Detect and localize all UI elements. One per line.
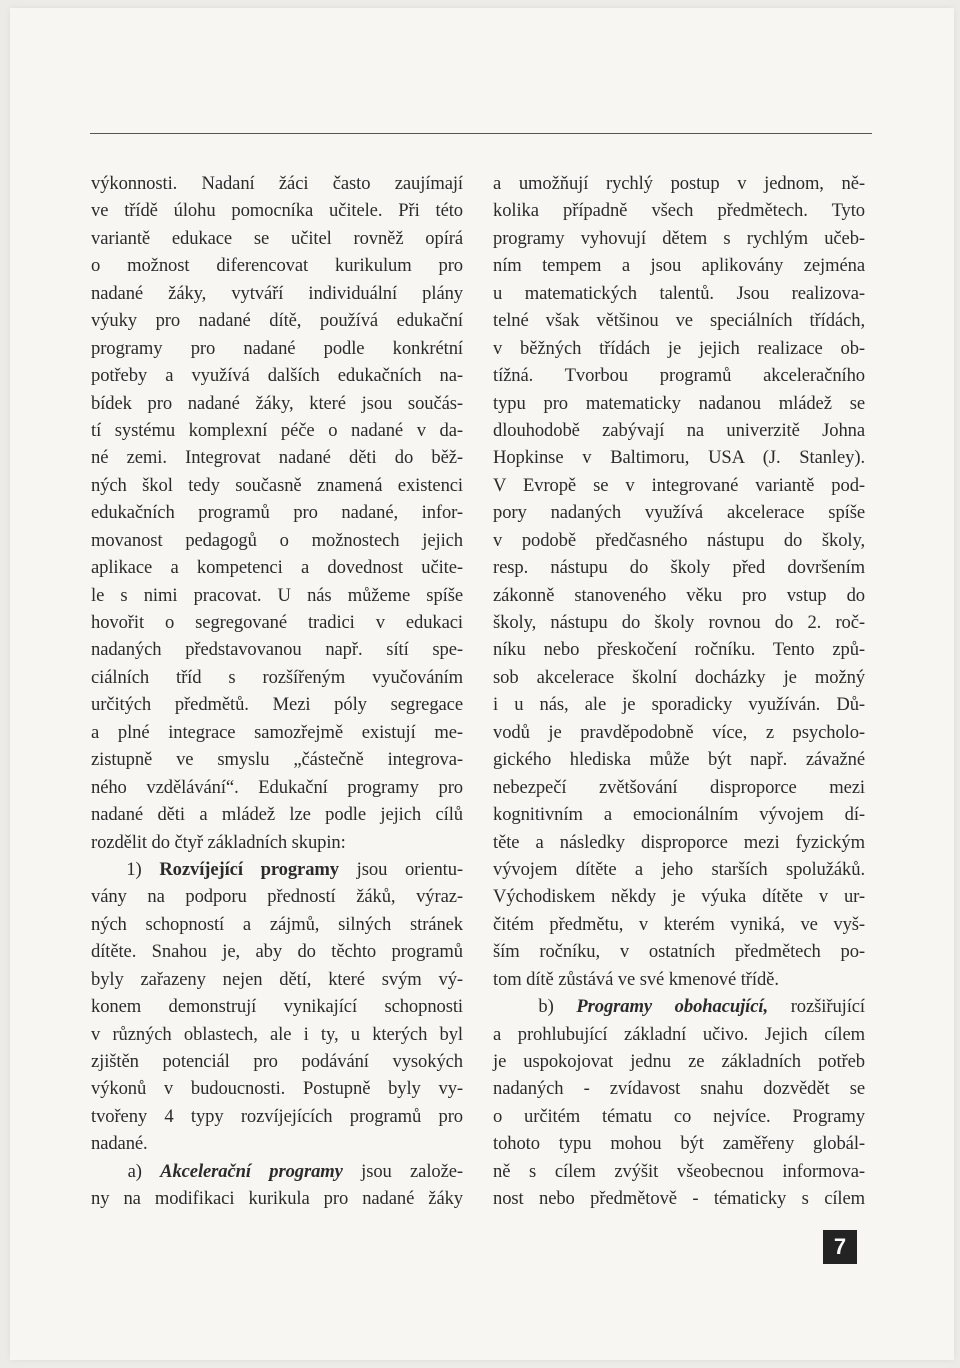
text-line [493,390,865,417]
text-line [91,719,463,746]
text-line [91,554,463,581]
line-text: nadaných - zvídavost snahu dozvědět se [493,1078,865,1100]
line-text: sob akcelerace školní docházky je možný [493,666,865,688]
text-line [91,1185,463,1212]
text-line [91,390,463,417]
line-text: aplikace a kompetenci a dovednost učite- [91,557,463,579]
line-text: tížná. Tvorbou programů akceleračního [493,365,865,387]
book-page [10,8,954,1360]
text-line [493,225,865,252]
line-text: hovořit o segregované tradici v edukaci [91,612,463,633]
line-text: nadaných představovanou např. sítí spe- [91,639,463,661]
line-text: Východiskem někdy je výuka dítěte v ur- [493,886,865,908]
text-line [91,746,463,773]
line-text: potřeby a využívá dalších edukačních na- [91,365,463,387]
line-text: Hopkinse v Baltimoru, USA (J. Stanley). [493,447,865,469]
text-line [493,883,865,910]
line-text: výkonů v budoucnosti. Postupně byly vy- [91,1078,463,1100]
text-line [91,1021,463,1048]
text-line [493,636,865,663]
line-text: výuky pro nadané dítě, používá edukační [91,310,463,332]
text-line [91,1075,463,1102]
text-line [493,170,865,197]
line-text: gického hlediska může být např. závažné [493,749,865,771]
text-line [493,911,865,938]
line-text: rozšiřující [768,996,865,1018]
text-line [493,609,865,636]
text-line [91,636,463,663]
line-text: výkonnosti. Nadaní žáci často zaujímají [91,173,463,194]
italic-term: Akcelerační programy [160,1160,343,1182]
right-text-column [493,170,865,1213]
text-line [91,444,463,471]
line-text: tohoto typu mohou být zaměřeny globál- [493,1133,865,1155]
text-line [493,993,865,1020]
text-line [91,966,463,993]
line-text: typu pro matematicky nadanou mládež se [493,392,865,414]
text-line [91,1048,463,1075]
text-line [91,1158,463,1185]
text-line [493,1021,865,1048]
line-text: pory nadaných využívá akcelerace spíše [493,502,865,524]
line-text: v různých oblastech, ale i ty, u kterých byl [91,1023,463,1045]
page-number-badge: 7 [823,1230,857,1264]
line-text: v běžných třídách je jejich realizace ob- [493,337,865,359]
line-text: a umožňují rychlý postup v jednom, ně- [493,173,865,194]
text-line [493,664,865,691]
line-text: nadané děti a mládež lze podle jejich cílů [91,804,463,826]
text-line [493,801,865,828]
line-text: ného vzdělávání“. Edukační programy pro [91,776,463,798]
text-line [91,417,463,444]
text-line [493,1185,865,1212]
text-line [493,938,865,965]
line-text: o možnost diferencovat kurikulum pro [91,255,463,277]
line-text: ných škol tedy současně znamená existenci [91,474,463,496]
text-line [91,609,463,636]
line-text: těte a následky disproporce mezi fyzickým [493,831,865,853]
text-line [91,280,463,307]
line-text: nost nebo předmětově - tématicky s cílem [493,1188,865,1210]
text-line [91,362,463,389]
text-line [91,252,463,279]
text-line [91,170,463,197]
line-text: ve třídě úlohu pomocníka učitele. Při této [91,200,463,222]
text-line [493,362,865,389]
text-line [493,829,865,856]
text-line [493,1103,865,1130]
text-line [493,527,865,554]
line-text: v podobě předčasného nástupu do školy, [493,529,865,551]
text-line [493,1048,865,1075]
text-line [493,444,865,471]
text-line [493,966,865,993]
line-text: a plné integrace samozřejmě existují me- [91,721,463,743]
left-text-column [91,170,463,1213]
line-text: ším ročníku, v ostatních předmětech po- [493,941,865,963]
line-text: nebezpečí zvětšování disproporce mezi [493,776,865,798]
line-text: školy, nástupu do školy rovnou do 2. roč- [493,612,865,633]
line-text: o určitém tématu co nejvíce. Programy [493,1105,865,1127]
line-text: ných schopností a zájmů, silných stránek [91,913,463,935]
text-line [91,801,463,828]
text-line [91,582,463,609]
line-text: i u nás, ale je sporadicky využíván. Dů- [493,694,865,716]
text-line [91,1130,463,1157]
line-text: resp. nástupu do školy před dovršením [493,557,865,579]
italic-term: Programy obohacující, [576,996,769,1018]
line-text: telné však většinou ve speciálních třídách, [493,310,865,332]
line-text: zistupně ve smyslu „částečně integrova- [91,749,463,771]
line-text: jsou založe- [342,1160,463,1182]
text-line [91,664,463,691]
line-text: byly zařazeny nejen dětí, které svým vý- [91,968,463,990]
text-line [493,335,865,362]
text-line [91,307,463,334]
text-line [91,993,463,1020]
line-text: dítěte. Snahou je, aby do těchto programů [91,941,463,963]
line-text: edukačních programů pro nadané, infor- [91,502,463,524]
text-line [493,691,865,718]
text-line [91,335,463,362]
line-text: ně s cílem zvýšit všeobecnou informova- [493,1160,865,1182]
text-line [493,1075,865,1102]
text-line [493,197,865,224]
line-text: ním tempem a jsou aplikovány zejména [493,255,865,277]
text-line [91,472,463,499]
bold-term: Rozvíjející programy [159,858,339,880]
line-text: né zemi. Integrovat nadané děti do běž- [91,447,463,469]
line-text: ciálních tříd s rozšířeným vyučováním [91,666,463,688]
text-line [91,911,463,938]
text-line [91,225,463,252]
text-line [493,554,865,581]
line-text: ny na modifikaci kurikula pro nadané žáky [91,1188,463,1210]
line-text: nadané žáky, vytváří individuální plány [91,282,463,304]
line-text: le s nimi pracovat. U nás můžeme spíše [91,584,463,606]
line-text: jsou orientu- [338,858,464,880]
line-text: dlouhodobě zabývají na univerzitě Johna [493,419,865,441]
text-line [493,719,865,746]
text-line [91,883,463,910]
line-text: rozdělit do čtyř základních skupin: [91,831,346,853]
line-text: tí systému komplexní péče o nadané v da- [91,419,463,441]
line-text: bídek pro nadané žáky, které jsou součás- [91,392,463,414]
text-line [91,691,463,718]
text-line [91,938,463,965]
text-line [493,307,865,334]
line-text: vány na podporu předností žáků, výraz- [91,886,463,908]
line-text: kognitivním a emocionálním vývojem dí- [493,804,865,826]
line-text: variantě edukace se učitel rovněž opírá [91,227,463,249]
line-text: programy pro nadané podle konkrétní [91,337,463,359]
text-line [493,417,865,444]
text-line [493,499,865,526]
text-line [91,856,463,883]
line-text: programy vyhovují dětem s rychlým učeb- [493,227,865,249]
text-line [493,1130,865,1157]
list-marker: b) [493,996,577,1018]
text-line [493,774,865,801]
text-line [493,252,865,279]
line-text: V Evropě se v integrované variantě pod- [493,474,865,496]
line-text: tom dítě zůstává ve své kmenové třídě. [493,968,779,990]
text-line [91,829,463,856]
line-text: movanost pedagogů o možnostech jejich [91,529,463,551]
line-text: vodů je pravděpodobně více, z psycholo- [493,721,865,743]
line-text: vývojem dítěte a jeho starších spolužáků. [493,858,865,880]
text-line [91,1103,463,1130]
text-line [493,1158,865,1185]
line-text: a prohlubující základní učivo. Jejich cílem [493,1023,865,1045]
text-line [91,774,463,801]
text-line [493,582,865,609]
line-text: konem demonstrují vynikající schopnosti [91,996,463,1018]
line-text: u matematických talentů. Jsou realizova- [493,282,865,304]
text-line [91,197,463,224]
list-marker: a) [91,1160,161,1182]
line-text: kolika případně všech předmětech. Tyto [493,200,865,222]
line-text: určitých předmětů. Mezi póly segregace [91,694,463,716]
text-line [493,280,865,307]
header-rule [90,133,872,134]
text-line [91,527,463,554]
line-text: tvořeny 4 typy rozvíjejících programů pro [91,1105,463,1127]
text-line [493,746,865,773]
line-text: zjištěn potenciál pro podávání vysokých [91,1051,463,1072]
list-marker: 1) [91,858,160,880]
text-line [91,499,463,526]
line-text: níku nebo přeskočení ročníku. Tento způ- [493,639,865,661]
line-text: zákonně stanoveného věku pro vstup do [493,584,865,606]
line-text: je uspokojovat jednu ze základních potřeb [493,1051,865,1072]
line-text: čitém předmětu, v kterém vyniká, ve vyš- [493,913,865,935]
text-line [493,856,865,883]
line-text: nadané. [91,1133,148,1155]
text-line [493,472,865,499]
